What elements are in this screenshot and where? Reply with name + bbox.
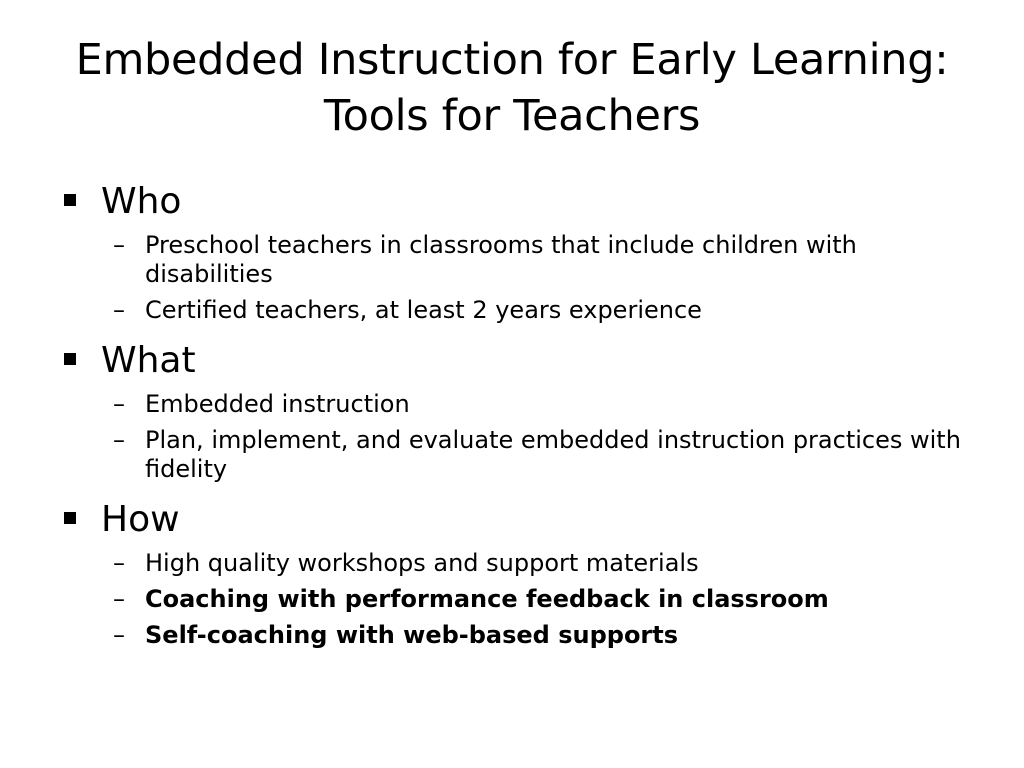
heading-text: How (101, 499, 180, 540)
dash-bullet-icon: – (113, 426, 125, 454)
heading-text: What (101, 340, 196, 381)
sub-list (64, 231, 964, 325)
dash-bullet-icon: – (113, 296, 125, 324)
dash-bullet-icon: – (113, 585, 125, 613)
list-item-text: Plan, implement, and evaluate embedded instruction practices with fidelity (145, 426, 961, 483)
list-item-text: Self-coaching with web-based supports (145, 621, 679, 649)
list-item (64, 585, 964, 614)
heading-text: Who (101, 181, 182, 222)
list-item (64, 231, 964, 289)
sub-list (64, 549, 964, 650)
list-item (64, 390, 964, 419)
bullet-heading (64, 180, 964, 224)
section-what (64, 339, 964, 484)
dash-bullet-icon: – (113, 390, 125, 418)
list-item (64, 296, 964, 325)
section-who (64, 180, 964, 325)
dash-bullet-icon: – (113, 621, 125, 649)
dash-bullet-icon: – (113, 231, 125, 259)
bullet-heading (64, 339, 964, 383)
list-item (64, 621, 964, 650)
list-item-text: High quality workshops and support materials (145, 549, 699, 577)
list-item-text: Preschool teachers in classrooms that include children with disabilities (145, 231, 857, 288)
list-item-text: Coaching with performance feedback in classroom (145, 585, 829, 613)
sub-list (64, 390, 964, 484)
section-how (64, 498, 964, 650)
bullet-heading (64, 498, 964, 542)
list-item (64, 549, 964, 578)
dash-bullet-icon: – (113, 549, 125, 577)
list-item-text: Certified teachers, at least 2 years experience (145, 296, 702, 324)
slide-content (64, 180, 964, 652)
square-bullet-icon (64, 512, 76, 524)
square-bullet-icon (64, 353, 76, 365)
square-bullet-icon (64, 194, 76, 206)
slide-title: Embedded Instruction for Early Learning: Tools for Teachers (75, 35, 949, 141)
list-item (64, 426, 964, 484)
list-item-text: Embedded instruction (145, 390, 410, 418)
